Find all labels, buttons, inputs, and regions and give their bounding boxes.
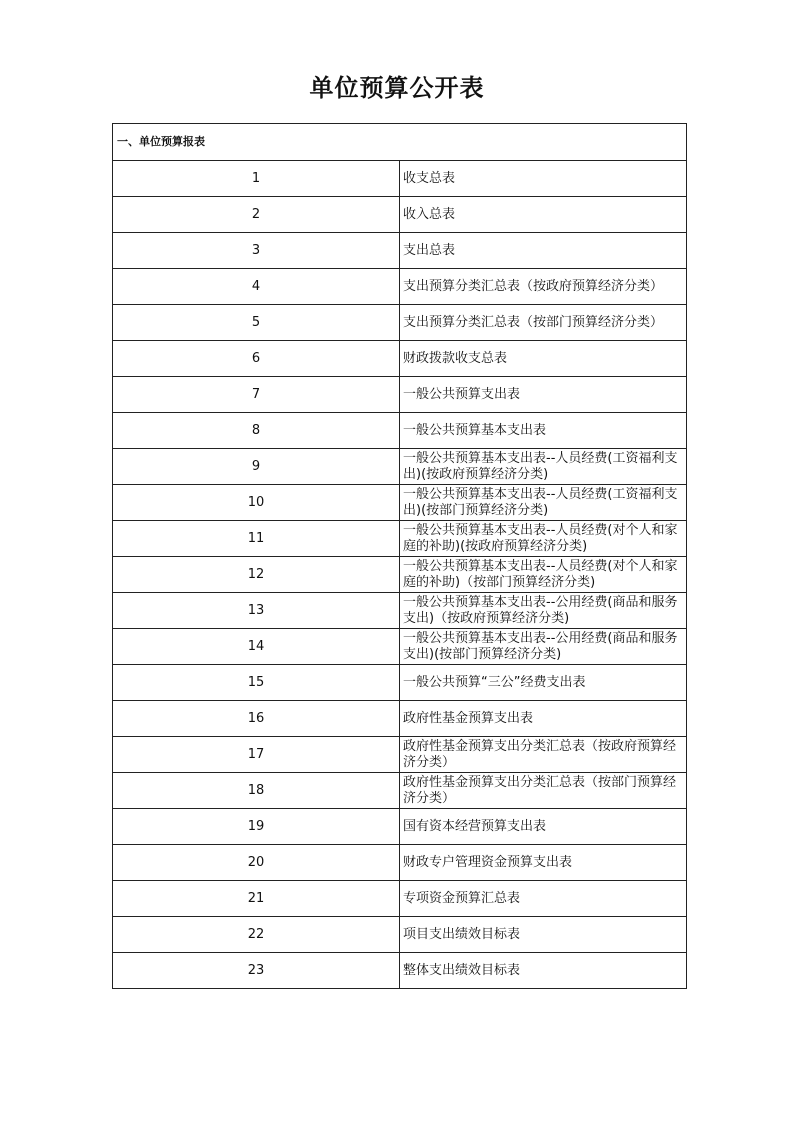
table-row: [113, 197, 687, 233]
report-name: 支出总表: [400, 233, 687, 269]
row-number: 21: [113, 881, 400, 917]
report-name: 一般公共预算基本支出表--公用经费(商品和服务支出)(按部门预算经济分类): [400, 629, 687, 665]
report-name: 支出预算分类汇总表（按政府预算经济分类）: [400, 269, 687, 305]
report-name: 一般公共预算基本支出表--公用经费(商品和服务支出)（按政府预算经济分类): [400, 593, 687, 629]
report-name: 项目支出绩效目标表: [400, 917, 687, 953]
row-number: 2: [113, 197, 400, 233]
table-row: [113, 449, 687, 485]
page-title: 单位预算公开表: [309, 74, 485, 102]
row-number: 15: [113, 665, 400, 701]
table-row: [113, 377, 687, 413]
report-name: 收入总表: [400, 197, 687, 233]
table-row: [113, 953, 687, 989]
report-name: 政府性基金预算支出分类汇总表（按部门预算经济分类）: [400, 773, 687, 809]
report-name: 一般公共预算“三公”经费支出表: [400, 665, 687, 701]
row-number: 3: [113, 233, 400, 269]
row-number: 13: [113, 593, 400, 629]
table-row: [113, 341, 687, 377]
row-number: 18: [113, 773, 400, 809]
table-row: [113, 485, 687, 521]
report-name: 一般公共预算基本支出表--人员经费(工资福利支出)(按部门预算经济分类): [400, 485, 687, 521]
table-row: [113, 305, 687, 341]
section-header-row: [113, 124, 687, 161]
table-row: [113, 809, 687, 845]
table-row: [113, 521, 687, 557]
report-name: 财政拨款收支总表: [400, 341, 687, 377]
row-number: 23: [113, 953, 400, 989]
table-row: [113, 773, 687, 809]
table-row: [113, 233, 687, 269]
row-number: 14: [113, 629, 400, 665]
table-row: [113, 917, 687, 953]
report-name: 政府性基金预算支出分类汇总表（按政府预算经济分类）: [400, 737, 687, 773]
budget-report-table: [112, 123, 687, 989]
table-row: [113, 665, 687, 701]
table-row: [113, 161, 687, 197]
report-name: 政府性基金预算支出表: [400, 701, 687, 737]
row-number: 5: [113, 305, 400, 341]
table-row: [113, 593, 687, 629]
row-number: 17: [113, 737, 400, 773]
report-name: 一般公共预算支出表: [400, 377, 687, 413]
section-header: 一、单位预算报表: [113, 124, 687, 161]
row-number: 8: [113, 413, 400, 449]
row-number: 11: [113, 521, 400, 557]
report-name: 整体支出绩效目标表: [400, 953, 687, 989]
row-number: 6: [113, 341, 400, 377]
row-number: 19: [113, 809, 400, 845]
table-row: [113, 881, 687, 917]
report-name: 国有资本经营预算支出表: [400, 809, 687, 845]
table-row: [113, 269, 687, 305]
report-name: 一般公共预算基本支出表--人员经费(对个人和家庭的补助)(按政府预算经济分类): [400, 521, 687, 557]
report-name: 一般公共预算基本支出表: [400, 413, 687, 449]
row-number: 10: [113, 485, 400, 521]
row-number: 4: [113, 269, 400, 305]
table-row: [113, 845, 687, 881]
report-name: 一般公共预算基本支出表--人员经费(工资福利支出)(按政府预算经济分类): [400, 449, 687, 485]
table-row: [113, 557, 687, 593]
row-number: 7: [113, 377, 400, 413]
table-row: [113, 629, 687, 665]
report-name: 收支总表: [400, 161, 687, 197]
table-row: [113, 413, 687, 449]
row-number: 20: [113, 845, 400, 881]
table-row: [113, 737, 687, 773]
row-number: 12: [113, 557, 400, 593]
report-name: 财政专户管理资金预算支出表: [400, 845, 687, 881]
row-number: 1: [113, 161, 400, 197]
row-number: 22: [113, 917, 400, 953]
report-name: 专项资金预算汇总表: [400, 881, 687, 917]
report-name: 支出预算分类汇总表（按部门预算经济分类）: [400, 305, 687, 341]
row-number: 16: [113, 701, 400, 737]
report-name: 一般公共预算基本支出表--人员经费(对个人和家庭的补助)（按部门预算经济分类): [400, 557, 687, 593]
table-row: [113, 701, 687, 737]
row-number: 9: [113, 449, 400, 485]
